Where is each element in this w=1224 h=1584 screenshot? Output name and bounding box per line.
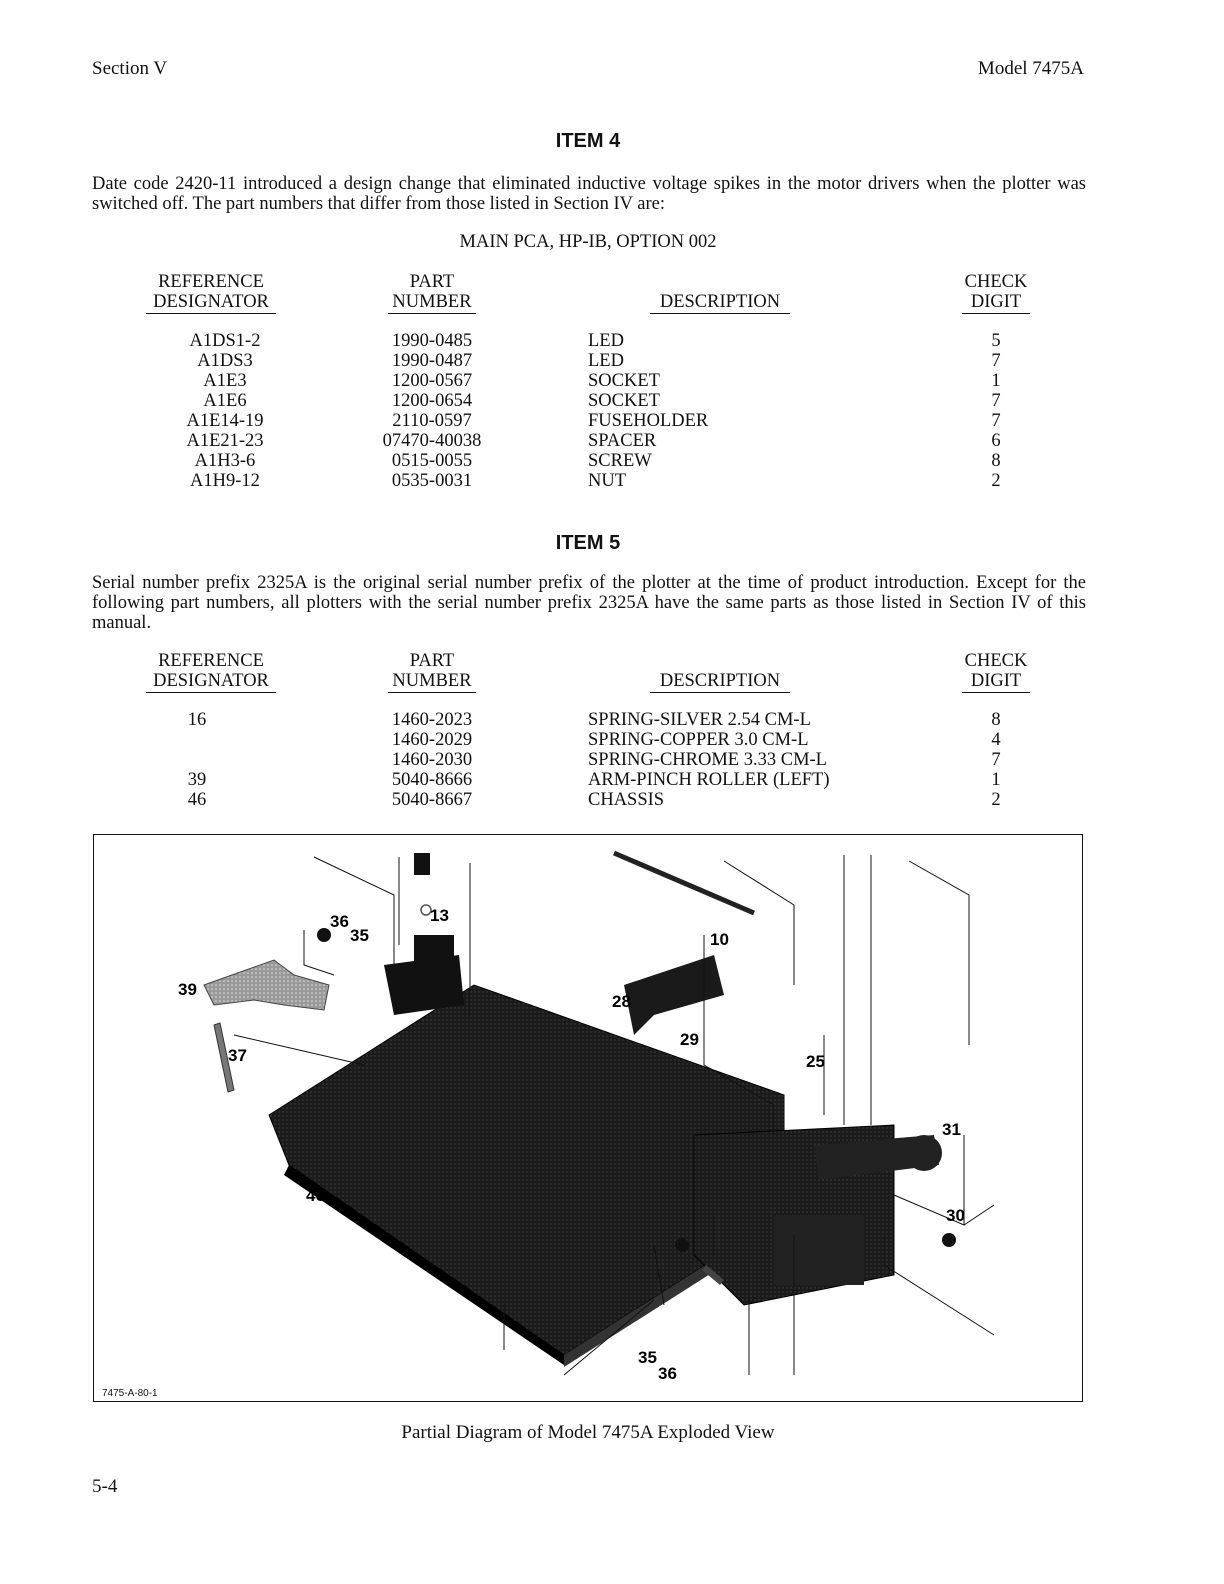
row-check: 7: [991, 391, 1001, 411]
row-part: 1990-0485: [391, 331, 473, 351]
row-check: 7: [991, 411, 1001, 431]
callout-37: 37: [228, 1046, 247, 1065]
col-ref-line1: REFERENCE: [158, 272, 264, 292]
item5-title: ITEM 5: [555, 532, 621, 554]
col-part-line2: NUMBER: [392, 671, 472, 691]
row-ref: A1E21-23: [186, 431, 264, 451]
knob-part: [414, 853, 431, 915]
row-part: 07470-40038: [382, 431, 482, 451]
row-check: 6: [991, 431, 1001, 451]
callout-35-top: 35: [350, 926, 369, 945]
rod-part: [614, 853, 754, 913]
col-part-line1: PART: [409, 272, 455, 292]
row-ref: A1E3: [203, 371, 247, 391]
col-part-line1: PART: [409, 651, 455, 671]
callout-13: 13: [430, 906, 449, 925]
row-desc: SPRING-SILVER 2.54 CM-L: [588, 710, 811, 730]
row-check: 4: [991, 730, 1001, 750]
col-part-line2: NUMBER: [392, 292, 472, 312]
row-part: 1460-2029: [391, 730, 473, 750]
nut-part-lower: [675, 1238, 689, 1252]
callout-25: 25: [806, 1052, 825, 1071]
row-part: 5040-8666: [391, 770, 473, 790]
item4-subtitle: MAIN PCA, HP-IB, OPTION 002: [459, 232, 717, 252]
item4-col-ref: [146, 272, 276, 314]
row-part: 0535-0031: [391, 471, 473, 491]
item5-col-part: [388, 651, 476, 693]
col-check-line1: CHECK: [964, 272, 1028, 292]
callout-31: 31: [942, 1120, 961, 1139]
row-ref: A1DS1-2: [189, 331, 261, 351]
row-part: 1990-0487: [391, 351, 473, 371]
item4-col-check: [962, 272, 1030, 314]
item4-paragraph: Date code 2420-11 introduced a design change that eliminated inductive voltage spikes in the motor drivers when the plotter was switched off. The part numbers that differ from those listed in Section IV are:: [92, 174, 1086, 214]
row-part: 0515-0055: [391, 451, 473, 471]
page-number: 5-4: [92, 1476, 118, 1497]
col-check-line2: DIGIT: [970, 671, 1022, 691]
col-check-line1: CHECK: [964, 651, 1028, 671]
row-desc: SCREW: [588, 451, 652, 471]
row-ref: A1E14-19: [186, 411, 264, 431]
row-ref: A1E6: [203, 391, 247, 411]
section-header: Section V: [92, 58, 168, 79]
col-ref-line2: DESIGNATOR: [153, 292, 269, 312]
row-check: 8: [991, 451, 1001, 471]
row-check: 7: [991, 750, 1001, 770]
row-desc: SPACER: [588, 431, 657, 451]
row-desc: LED: [588, 351, 624, 371]
nut-part: [317, 928, 331, 942]
row-ref: A1H9-12: [190, 471, 260, 491]
col-desc: DESCRIPTION: [659, 292, 781, 312]
row-check: 1: [991, 770, 1001, 790]
row-desc: SPRING-CHROME 3.33 CM-L: [588, 750, 827, 770]
row-desc: FUSEHOLDER: [588, 411, 709, 431]
row-desc: SOCKET: [588, 391, 660, 411]
callout-36-bottom: 36: [658, 1364, 677, 1383]
callout-39: 39: [178, 980, 197, 999]
row-part: 1460-2023: [391, 710, 473, 730]
item5-paragraph: Serial number prefix 2325A is the original serial number prefix of the plotter at the time of product introduction. Except for the following part numbers, all plotters with the serial number prefix 2325A have the same parts as those listed in Section IV of this manual.: [92, 573, 1086, 633]
row-desc: SPRING-COPPER 3.0 CM-L: [588, 730, 809, 750]
row-check: 8: [991, 710, 1001, 730]
callout-35-bottom: 35: [638, 1348, 657, 1367]
item5-col-ref: [146, 651, 276, 693]
row-check: 7: [991, 351, 1001, 371]
figure-id: 7475-A-80-1: [102, 1388, 158, 1399]
item5-col-desc: [650, 671, 790, 693]
row-check: 2: [991, 471, 1001, 491]
col-check-line2: DIGIT: [970, 292, 1022, 312]
row-ref: 46: [187, 790, 207, 810]
row-desc: LED: [588, 331, 624, 351]
figure-caption: Partial Diagram of Model 7475A Exploded View: [401, 1422, 775, 1443]
callout-36-top: 36: [330, 912, 349, 931]
col-ref-line2: DESIGNATOR: [153, 671, 269, 691]
item5-col-check: [962, 651, 1030, 693]
row-part: 1200-0567: [391, 371, 473, 391]
item4-col-desc: [650, 292, 790, 314]
model-header: Model 7475A: [977, 58, 1084, 79]
row-desc: NUT: [588, 471, 627, 491]
callout-46: 46: [306, 1186, 325, 1205]
callout-30: 30: [946, 1206, 965, 1225]
row-ref: A1H3-6: [194, 451, 256, 471]
row-part: 2110-0597: [392, 411, 472, 431]
exploded-view-drawing: [94, 835, 1081, 1400]
callout-28: 28: [612, 992, 631, 1011]
item4-title: ITEM 4: [555, 130, 621, 152]
clip-part: [942, 1233, 956, 1247]
row-part: 1460-2030: [391, 750, 473, 770]
row-desc: SOCKET: [588, 371, 660, 391]
callout-29: 29: [680, 1030, 699, 1049]
row-check: 2: [991, 790, 1001, 810]
col-desc: DESCRIPTION: [659, 671, 781, 691]
chassis-part: [269, 935, 942, 1367]
row-check: 1: [991, 371, 1001, 391]
row-desc: CHASSIS: [588, 790, 665, 810]
row-ref: 16: [187, 710, 207, 730]
callout-10: 10: [710, 930, 729, 949]
row-ref: A1DS3: [197, 351, 253, 371]
row-check: 5: [991, 331, 1001, 351]
row-part: 1200-0654: [391, 391, 473, 411]
exploded-view-figure: [93, 834, 1083, 1402]
col-ref-line1: REFERENCE: [158, 651, 264, 671]
item4-col-part: [388, 272, 476, 314]
row-desc: ARM-PINCH ROLLER (LEFT): [588, 770, 830, 790]
row-ref: 39: [187, 770, 207, 790]
row-part: 5040-8667: [391, 790, 473, 810]
